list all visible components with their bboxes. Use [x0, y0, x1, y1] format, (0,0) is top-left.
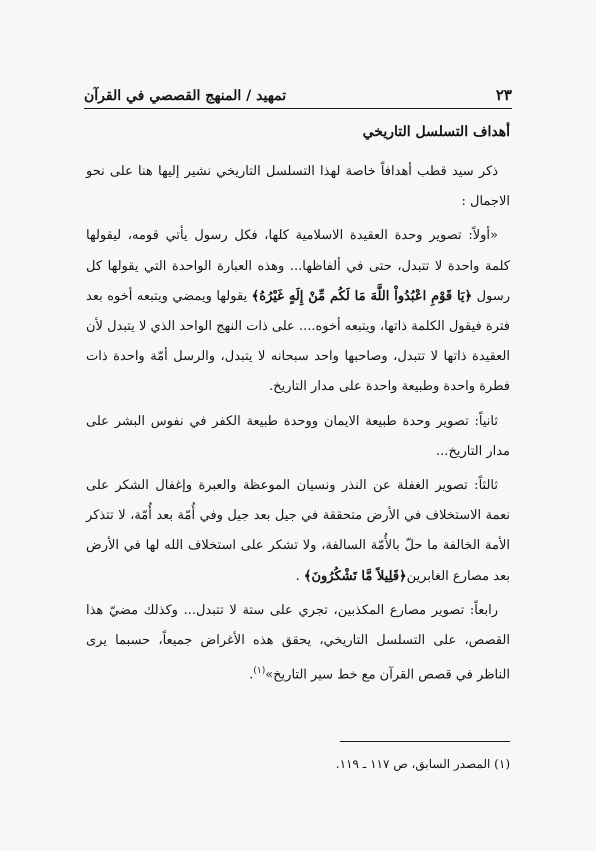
paragraph-third [86, 471, 510, 592]
section-heading: أهداف التسلسل التاريخي [362, 124, 510, 140]
paragraph-first-continued: يقولها ويمضي ويتبعه أخوه بعد فترة فيقول الكلمة ذاتها، ويتبعه أخوه.... على ذات النهج الواحد الذي لا يتبدل لأن العقيدة ذاتها لا تتبدل، وصاحبها واحد سبحانه لا يتبدل، والرسل أمّة واحدة ذات فطرة واحدة وطبيعة واحدة على مدار التاريخ. [86, 288, 510, 395]
quran-verse-short: ﴿قَلِيلاً مَّا تَشْكُرُونَ﴾ [303, 568, 407, 584]
paragraph-fourth-end: . [249, 667, 254, 683]
quran-verse: ﴿يَا قَوْمِ اعْبُدُواْ اللَّهَ مَا لَكُم مِّنْ إِلَهٍ غَيْرُهُ﴾ [251, 288, 473, 304]
paragraph-fourth-text: رابعاً: تصوير مصارع المكذبين، تجري على ستة لا تتبدل... وكذلك مضيّ هذا القصص، على التسلسل التاريخي، يحقق هذه الأغراض جميعاً، حسبما يرى الناظر في قصص القرآن مع خط سير التاريخ» [86, 602, 510, 683]
paragraph-third-end: . [295, 568, 300, 584]
footnote-divider [340, 741, 510, 742]
paragraph-third-text: ثالثاً: تصوير الغفلة عن النذر ونسيان الموعظة والعبرة وإغفال الشكر على نعمة الاستخلاف في الأرض متحققة في جيل بعد جيل وفي أُمّة بعد أُمّة، لا تتذكر الأمة الخالفة ما حلّ بالأُمّة السالفة، ولا تشكر على استخلاف الله لها في الأرض بعد مصارع الغابرين [86, 478, 510, 584]
paragraph-first-text: «أولاً: تصوير وحدة العقيدة الاسلامية كلها، فكل رسول يأتي قومه، ليقولها كلمة واحدة لا تتبدل، حتى في ألفاظها... وهذه العبارة الواحدة التي يقولها كل رسول [86, 228, 510, 304]
footnote-reference[interactable]: (١) [253, 666, 266, 677]
page-number: ٢٣ [495, 86, 512, 104]
header-title: تمهيد / المنهج القصصي في القرآن [84, 88, 287, 104]
footnote-text: (١) المصدر السابق، ص ١١٧ ـ ١١٩. [335, 757, 510, 771]
paragraph-first [86, 221, 510, 402]
paragraph-fourth [86, 596, 510, 691]
intro-paragraph: ذكر سيد قطب أهدافاً خاصة لهذا التسلسل التاريخي نشير إليها هنا على نحو الاجمال : [86, 164, 510, 210]
running-header [84, 78, 512, 109]
paragraph-second: ثانياً: تصوير وحدة طبيعة الايمان ووحدة طبيعة الكفر في نفوس البشر على مدار التاريخ... [86, 413, 510, 459]
body-text [86, 118, 510, 695]
